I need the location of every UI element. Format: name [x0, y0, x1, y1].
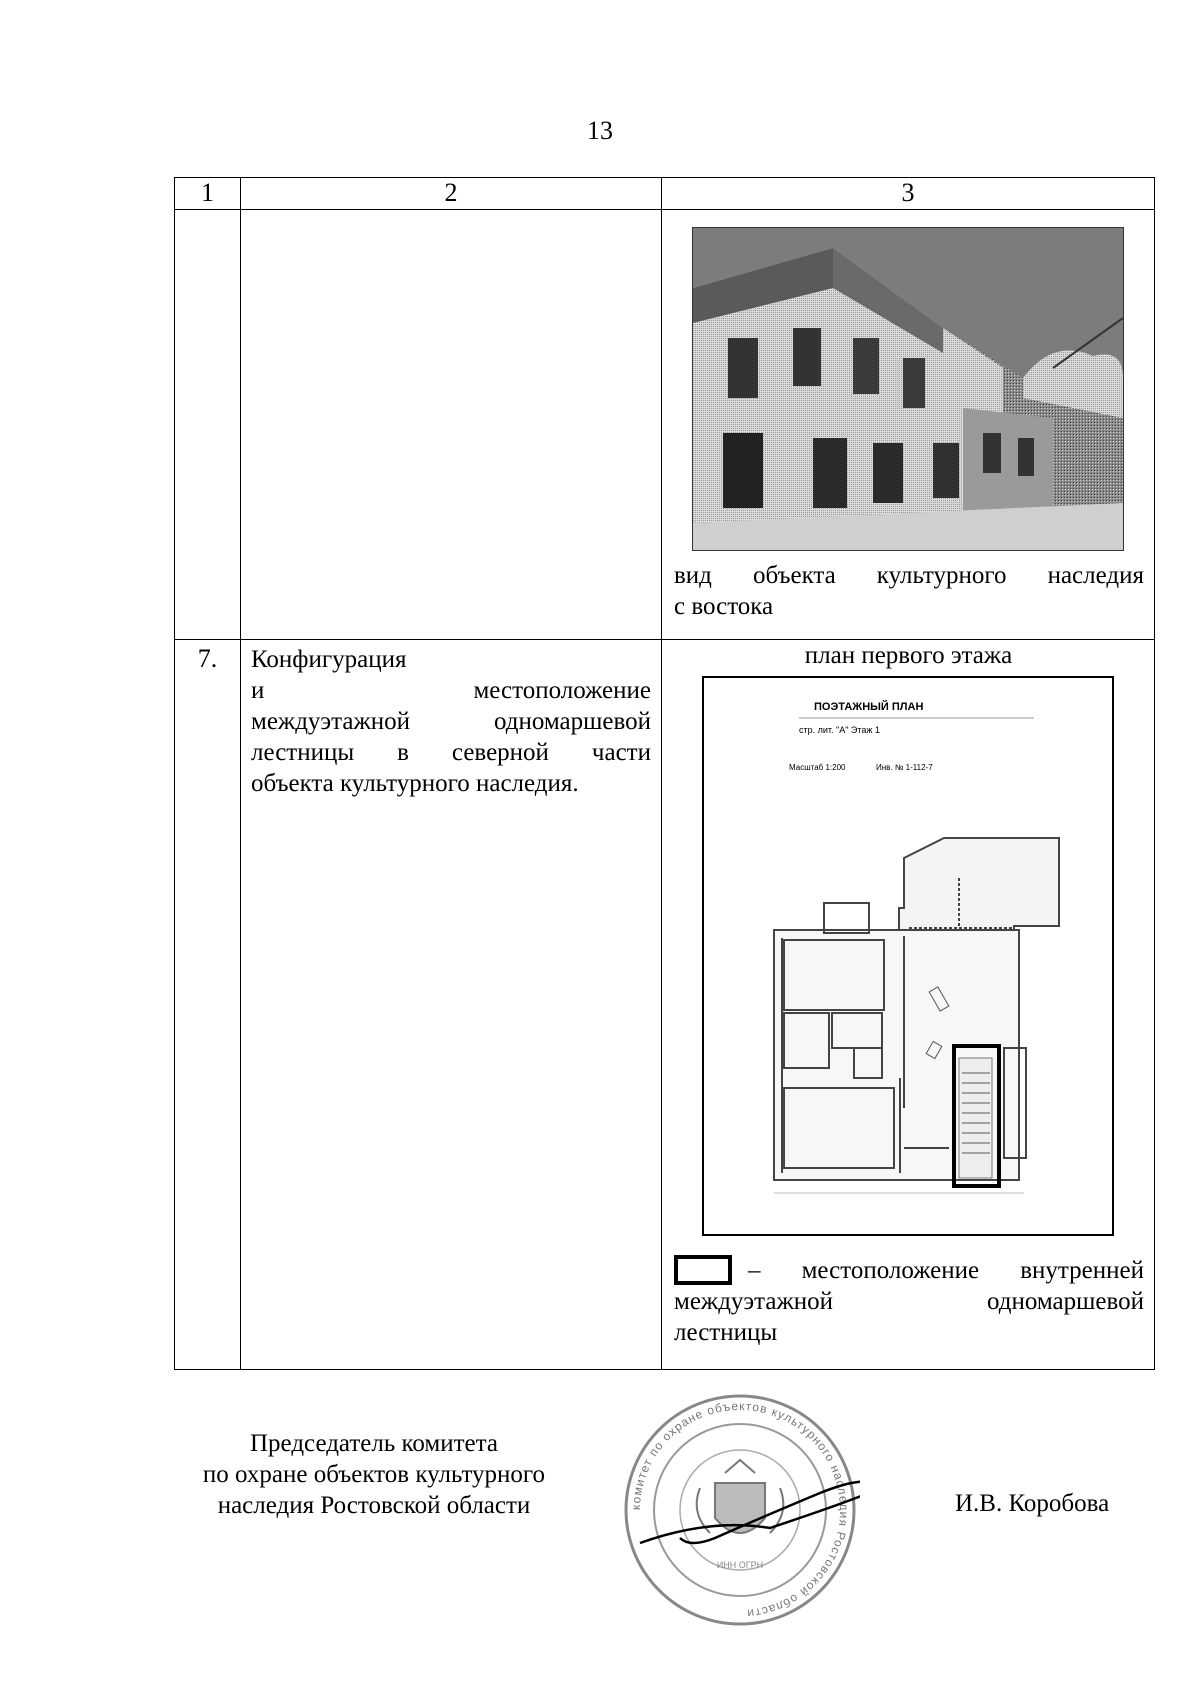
signer-position	[174, 1428, 574, 1521]
description-line: Конфигурация	[251, 646, 407, 673]
signer-position-line: по охране объектов культурного	[202, 1461, 546, 1488]
row-description-cell	[241, 210, 662, 640]
row-image-cell	[662, 210, 1155, 640]
plan-drawing-subtitle: стр. лит. "А" Этаж 1	[799, 725, 880, 735]
row-number-cell: 7.	[175, 640, 241, 1370]
plan-drawing-inventory: Инв. № 1-112-7	[876, 763, 933, 772]
row-image-cell	[662, 640, 1155, 1370]
plan-drawing-title: ПОЭТАЖНЫЙ ПЛАН	[814, 701, 924, 713]
plan-drawing-scale: Масштаб 1:200	[789, 763, 846, 772]
signer-name: И.В. Коробова	[955, 1490, 1110, 1517]
page-number: 13	[587, 116, 613, 145]
coat-of-arms-icon	[697, 1460, 784, 1533]
photo-caption-line: вид объекта культурного наследия	[674, 562, 1144, 589]
official-seal	[620, 1388, 860, 1633]
header-col-2: 2	[241, 178, 662, 210]
photo-caption-line: с востока	[674, 593, 774, 620]
description-line: и местоположение	[251, 677, 651, 704]
header-col-1: 1	[175, 178, 241, 210]
table-row	[175, 210, 1155, 640]
header-col-3: 3	[662, 178, 1155, 210]
floor-plan	[702, 676, 1114, 1236]
row-description-cell	[241, 640, 662, 1370]
plan-legend	[674, 1255, 1144, 1348]
description-line: междуэтажной одномаршевой	[251, 708, 651, 735]
building-photo-illustration	[693, 228, 1123, 550]
legend-line: междуэтажной одномаршевой	[674, 1288, 1144, 1315]
signer-position-line: наследия Ростовской области	[217, 1492, 531, 1519]
table-row	[175, 640, 1155, 1370]
plan-title: план первого этажа	[804, 642, 1013, 669]
row-number-cell	[175, 210, 241, 640]
table-header-row	[175, 178, 1155, 210]
legend-line: – местоположение внутренней	[748, 1257, 1144, 1284]
legend-line: лестницы	[674, 1319, 778, 1346]
legend-marker-box	[674, 1255, 732, 1285]
row-description	[241, 640, 661, 799]
floor-plan-drawing	[704, 678, 1112, 1234]
building-photo	[692, 227, 1124, 551]
seal-inner-text: ИНН ОГРН	[716, 1560, 764, 1570]
photo-caption	[674, 560, 1144, 622]
description-line: объекта культурного наследия.	[251, 770, 579, 797]
signer-position-line: Председатель комитета	[250, 1430, 498, 1457]
document-table	[174, 177, 1155, 1370]
seal-outer-text: комитет по охране объектов культурного наследия Ростовской области	[628, 1398, 852, 1621]
description-line: лестницы в северной части	[251, 739, 651, 766]
